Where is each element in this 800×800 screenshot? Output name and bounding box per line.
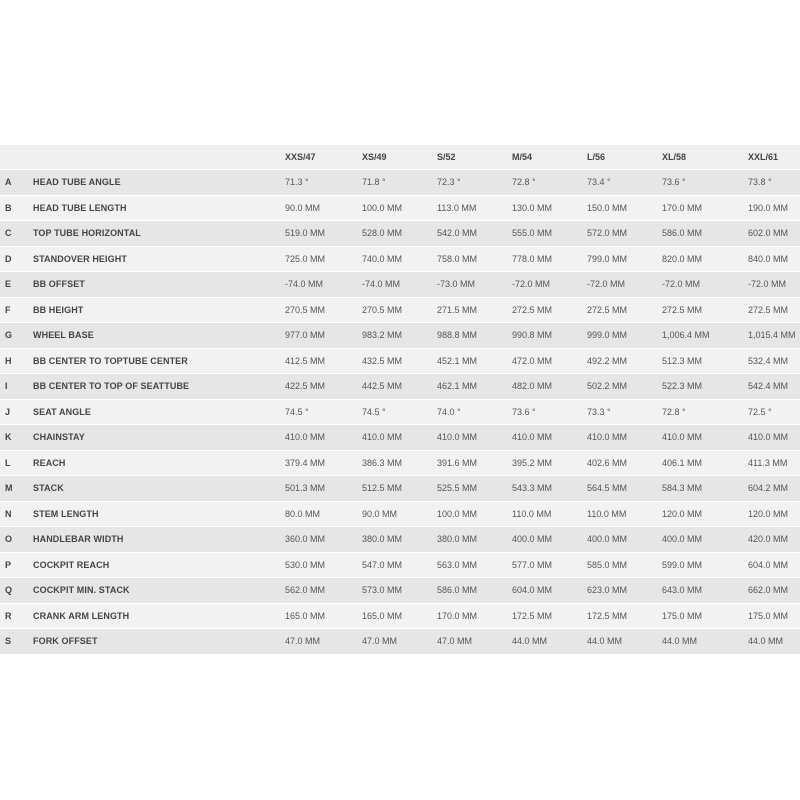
row-code: J <box>0 400 33 425</box>
row-value-cell: 150.0 MM <box>587 196 662 221</box>
row-value-cell: 44.0 MM <box>748 629 800 654</box>
row-measurement-name: HANDLEBAR WIDTH <box>33 527 285 552</box>
table-row <box>0 349 800 374</box>
row-value-cell: 462.1 MM <box>437 374 512 399</box>
row-value-cell: 412.5 MM <box>285 349 362 374</box>
row-value-cell: 73.8 ° <box>748 170 800 195</box>
geometry-table <box>0 144 800 655</box>
table-row <box>0 247 800 272</box>
row-measurement-name: BB HEIGHT <box>33 298 285 323</box>
row-measurement-name: HEAD TUBE LENGTH <box>33 196 285 221</box>
row-value-cell: 492.2 MM <box>587 349 662 374</box>
row-value-cell: 270.5 MM <box>362 298 437 323</box>
header-name <box>33 145 285 169</box>
row-measurement-name: COCKPIT REACH <box>33 553 285 578</box>
row-value-cell: 72.3 ° <box>437 170 512 195</box>
table-row <box>0 400 800 425</box>
row-value-cell: 643.0 MM <box>662 578 748 603</box>
row-measurement-name: CRANK ARM LENGTH <box>33 604 285 629</box>
table-row <box>0 604 800 629</box>
table-row <box>0 553 800 578</box>
row-value-cell: 47.0 MM <box>285 629 362 654</box>
row-value-cell: 74.5 ° <box>285 400 362 425</box>
row-value-cell: 840.0 MM <box>748 247 800 272</box>
row-value-cell: 988.8 MM <box>437 323 512 348</box>
row-value-cell: 410.0 MM <box>748 425 800 450</box>
table-row <box>0 629 800 654</box>
table-row <box>0 272 800 297</box>
row-value-cell: -72.0 MM <box>662 272 748 297</box>
table-row <box>0 578 800 603</box>
row-value-cell: 623.0 MM <box>587 578 662 603</box>
row-value-cell: 165.0 MM <box>362 604 437 629</box>
row-code: N <box>0 502 33 527</box>
row-value-cell: 522.3 MM <box>662 374 748 399</box>
row-value-cell: 410.0 MM <box>362 425 437 450</box>
row-value-cell: 563.0 MM <box>437 553 512 578</box>
row-value-cell: 528.0 MM <box>362 221 437 246</box>
row-value-cell: 604.0 MM <box>512 578 587 603</box>
row-value-cell: 44.0 MM <box>512 629 587 654</box>
row-value-cell: 452.1 MM <box>437 349 512 374</box>
row-value-cell: 72.8 ° <box>662 400 748 425</box>
row-value-cell: 577.0 MM <box>512 553 587 578</box>
row-value-cell: 402.6 MM <box>587 451 662 476</box>
row-code: M <box>0 476 33 501</box>
row-code: L <box>0 451 33 476</box>
row-value-cell: 72.5 ° <box>748 400 800 425</box>
row-measurement-name: WHEEL BASE <box>33 323 285 348</box>
row-value-cell: 44.0 MM <box>587 629 662 654</box>
row-value-cell: 820.0 MM <box>662 247 748 272</box>
row-value-cell: 990.8 MM <box>512 323 587 348</box>
row-value-cell: 442.5 MM <box>362 374 437 399</box>
header-code <box>0 145 33 169</box>
row-value-cell: 543.3 MM <box>512 476 587 501</box>
row-code: Q <box>0 578 33 603</box>
row-value-cell: 270.5 MM <box>285 298 362 323</box>
row-value-cell: 395.2 MM <box>512 451 587 476</box>
row-value-cell: 410.0 MM <box>437 425 512 450</box>
row-measurement-name: SEAT ANGLE <box>33 400 285 425</box>
row-value-cell: 411.3 MM <box>748 451 800 476</box>
row-value-cell: 73.6 ° <box>662 170 748 195</box>
row-code: I <box>0 374 33 399</box>
row-value-cell: 80.0 MM <box>285 502 362 527</box>
row-value-cell: 604.2 MM <box>748 476 800 501</box>
row-code: H <box>0 349 33 374</box>
row-value-cell: 983.2 MM <box>362 323 437 348</box>
row-value-cell: 386.3 MM <box>362 451 437 476</box>
row-value-cell: 542.0 MM <box>437 221 512 246</box>
row-measurement-name: REACH <box>33 451 285 476</box>
row-value-cell: 165.0 MM <box>285 604 362 629</box>
row-value-cell: 1,006.4 MM <box>662 323 748 348</box>
row-value-cell: 190.0 MM <box>748 196 800 221</box>
row-measurement-name: TOP TUBE HORIZONTAL <box>33 221 285 246</box>
row-code: D <box>0 247 33 272</box>
row-value-cell: 472.0 MM <box>512 349 587 374</box>
table-row <box>0 502 800 527</box>
row-value-cell: 740.0 MM <box>362 247 437 272</box>
row-value-cell: 547.0 MM <box>362 553 437 578</box>
row-value-cell: 272.5 MM <box>587 298 662 323</box>
row-measurement-name: HEAD TUBE ANGLE <box>33 170 285 195</box>
header-size-l: L/56 <box>587 145 662 169</box>
row-value-cell: 47.0 MM <box>362 629 437 654</box>
row-value-cell: 1,015.4 MM <box>748 323 800 348</box>
row-value-cell: 778.0 MM <box>512 247 587 272</box>
table-row <box>0 323 800 348</box>
row-value-cell: 90.0 MM <box>285 196 362 221</box>
table-row <box>0 374 800 399</box>
row-value-cell: 564.5 MM <box>587 476 662 501</box>
row-value-cell: -72.0 MM <box>587 272 662 297</box>
row-value-cell: 530.0 MM <box>285 553 362 578</box>
row-value-cell: 410.0 MM <box>662 425 748 450</box>
row-measurement-name: BB CENTER TO TOPTUBE CENTER <box>33 349 285 374</box>
row-value-cell: 71.3 ° <box>285 170 362 195</box>
row-code: K <box>0 425 33 450</box>
table-body <box>0 170 800 654</box>
row-value-cell: -74.0 MM <box>362 272 437 297</box>
header-size-s: S/52 <box>437 145 512 169</box>
row-measurement-name: BB CENTER TO TOP OF SEATTUBE <box>33 374 285 399</box>
row-value-cell: -73.0 MM <box>437 272 512 297</box>
row-value-cell: -72.0 MM <box>512 272 587 297</box>
row-value-cell: 380.0 MM <box>437 527 512 552</box>
row-value-cell: 400.0 MM <box>587 527 662 552</box>
geometry-table-container <box>0 144 800 655</box>
row-code: P <box>0 553 33 578</box>
row-value-cell: 585.0 MM <box>587 553 662 578</box>
row-measurement-name: FORK OFFSET <box>33 629 285 654</box>
table-row <box>0 298 800 323</box>
row-value-cell: 73.6 ° <box>512 400 587 425</box>
row-value-cell: 406.1 MM <box>662 451 748 476</box>
header-size-xl: XL/58 <box>662 145 748 169</box>
table-row <box>0 221 800 246</box>
table-row <box>0 196 800 221</box>
row-code: E <box>0 272 33 297</box>
row-value-cell: 130.0 MM <box>512 196 587 221</box>
row-value-cell: 562.0 MM <box>285 578 362 603</box>
header-size-m: M/54 <box>512 145 587 169</box>
row-value-cell: 175.0 MM <box>748 604 800 629</box>
row-value-cell: 602.0 MM <box>748 221 800 246</box>
row-value-cell: 360.0 MM <box>285 527 362 552</box>
row-value-cell: 662.0 MM <box>748 578 800 603</box>
row-value-cell: 110.0 MM <box>587 502 662 527</box>
row-measurement-name: BB OFFSET <box>33 272 285 297</box>
row-measurement-name: STANDOVER HEIGHT <box>33 247 285 272</box>
row-value-cell: 110.0 MM <box>512 502 587 527</box>
table-row <box>0 451 800 476</box>
row-value-cell: 73.4 ° <box>587 170 662 195</box>
row-value-cell: 799.0 MM <box>587 247 662 272</box>
row-value-cell: 725.0 MM <box>285 247 362 272</box>
row-code: B <box>0 196 33 221</box>
row-value-cell: 512.5 MM <box>362 476 437 501</box>
row-value-cell: 410.0 MM <box>512 425 587 450</box>
row-value-cell: 44.0 MM <box>662 629 748 654</box>
table-row <box>0 527 800 552</box>
row-value-cell: 410.0 MM <box>587 425 662 450</box>
row-value-cell: 604.0 MM <box>748 553 800 578</box>
header-size-xxl: XXL/61 <box>748 145 800 169</box>
row-value-cell: 170.0 MM <box>437 604 512 629</box>
row-code: R <box>0 604 33 629</box>
row-value-cell: 400.0 MM <box>662 527 748 552</box>
row-value-cell: 420.0 MM <box>748 527 800 552</box>
row-value-cell: 100.0 MM <box>362 196 437 221</box>
row-value-cell: 501.3 MM <box>285 476 362 501</box>
row-value-cell: 758.0 MM <box>437 247 512 272</box>
row-value-cell: 422.5 MM <box>285 374 362 399</box>
row-value-cell: 532.4 MM <box>748 349 800 374</box>
row-value-cell: 272.5 MM <box>748 298 800 323</box>
table-row <box>0 170 800 195</box>
row-value-cell: 555.0 MM <box>512 221 587 246</box>
row-value-cell: 113.0 MM <box>437 196 512 221</box>
row-value-cell: 100.0 MM <box>437 502 512 527</box>
row-value-cell: 120.0 MM <box>662 502 748 527</box>
row-value-cell: 400.0 MM <box>512 527 587 552</box>
row-value-cell: 502.2 MM <box>587 374 662 399</box>
row-value-cell: 572.0 MM <box>587 221 662 246</box>
row-value-cell: -74.0 MM <box>285 272 362 297</box>
row-value-cell: 586.0 MM <box>662 221 748 246</box>
row-value-cell: 170.0 MM <box>662 196 748 221</box>
row-value-cell: 519.0 MM <box>285 221 362 246</box>
row-value-cell: 272.5 MM <box>662 298 748 323</box>
row-value-cell: 432.5 MM <box>362 349 437 374</box>
row-value-cell: 586.0 MM <box>437 578 512 603</box>
row-value-cell: 525.5 MM <box>437 476 512 501</box>
row-value-cell: 74.5 ° <box>362 400 437 425</box>
row-value-cell: 380.0 MM <box>362 527 437 552</box>
row-code: C <box>0 221 33 246</box>
header-size-xxs: XXS/47 <box>285 145 362 169</box>
row-value-cell: 977.0 MM <box>285 323 362 348</box>
row-value-cell: 120.0 MM <box>748 502 800 527</box>
row-value-cell: 172.5 MM <box>587 604 662 629</box>
row-code: S <box>0 629 33 654</box>
row-value-cell: -72.0 MM <box>748 272 800 297</box>
row-value-cell: 410.0 MM <box>285 425 362 450</box>
row-value-cell: 73.3 ° <box>587 400 662 425</box>
row-value-cell: 542.4 MM <box>748 374 800 399</box>
row-measurement-name: STACK <box>33 476 285 501</box>
row-value-cell: 584.3 MM <box>662 476 748 501</box>
row-value-cell: 90.0 MM <box>362 502 437 527</box>
row-value-cell: 379.4 MM <box>285 451 362 476</box>
row-value-cell: 172.5 MM <box>512 604 587 629</box>
row-value-cell: 72.8 ° <box>512 170 587 195</box>
table-header-row <box>0 145 800 169</box>
row-value-cell: 573.0 MM <box>362 578 437 603</box>
table-row <box>0 476 800 501</box>
row-code: O <box>0 527 33 552</box>
row-value-cell: 47.0 MM <box>437 629 512 654</box>
row-value-cell: 482.0 MM <box>512 374 587 399</box>
table-row <box>0 425 800 450</box>
row-value-cell: 175.0 MM <box>662 604 748 629</box>
row-value-cell: 999.0 MM <box>587 323 662 348</box>
row-value-cell: 599.0 MM <box>662 553 748 578</box>
row-code: A <box>0 170 33 195</box>
row-value-cell: 391.6 MM <box>437 451 512 476</box>
row-measurement-name: STEM LENGTH <box>33 502 285 527</box>
header-size-xs: XS/49 <box>362 145 437 169</box>
row-code: F <box>0 298 33 323</box>
row-measurement-name: COCKPIT MIN. STACK <box>33 578 285 603</box>
row-value-cell: 71.8 ° <box>362 170 437 195</box>
row-value-cell: 271.5 MM <box>437 298 512 323</box>
row-measurement-name: CHAINSTAY <box>33 425 285 450</box>
row-value-cell: 512.3 MM <box>662 349 748 374</box>
row-value-cell: 272.5 MM <box>512 298 587 323</box>
row-value-cell: 74.0 ° <box>437 400 512 425</box>
row-code: G <box>0 323 33 348</box>
